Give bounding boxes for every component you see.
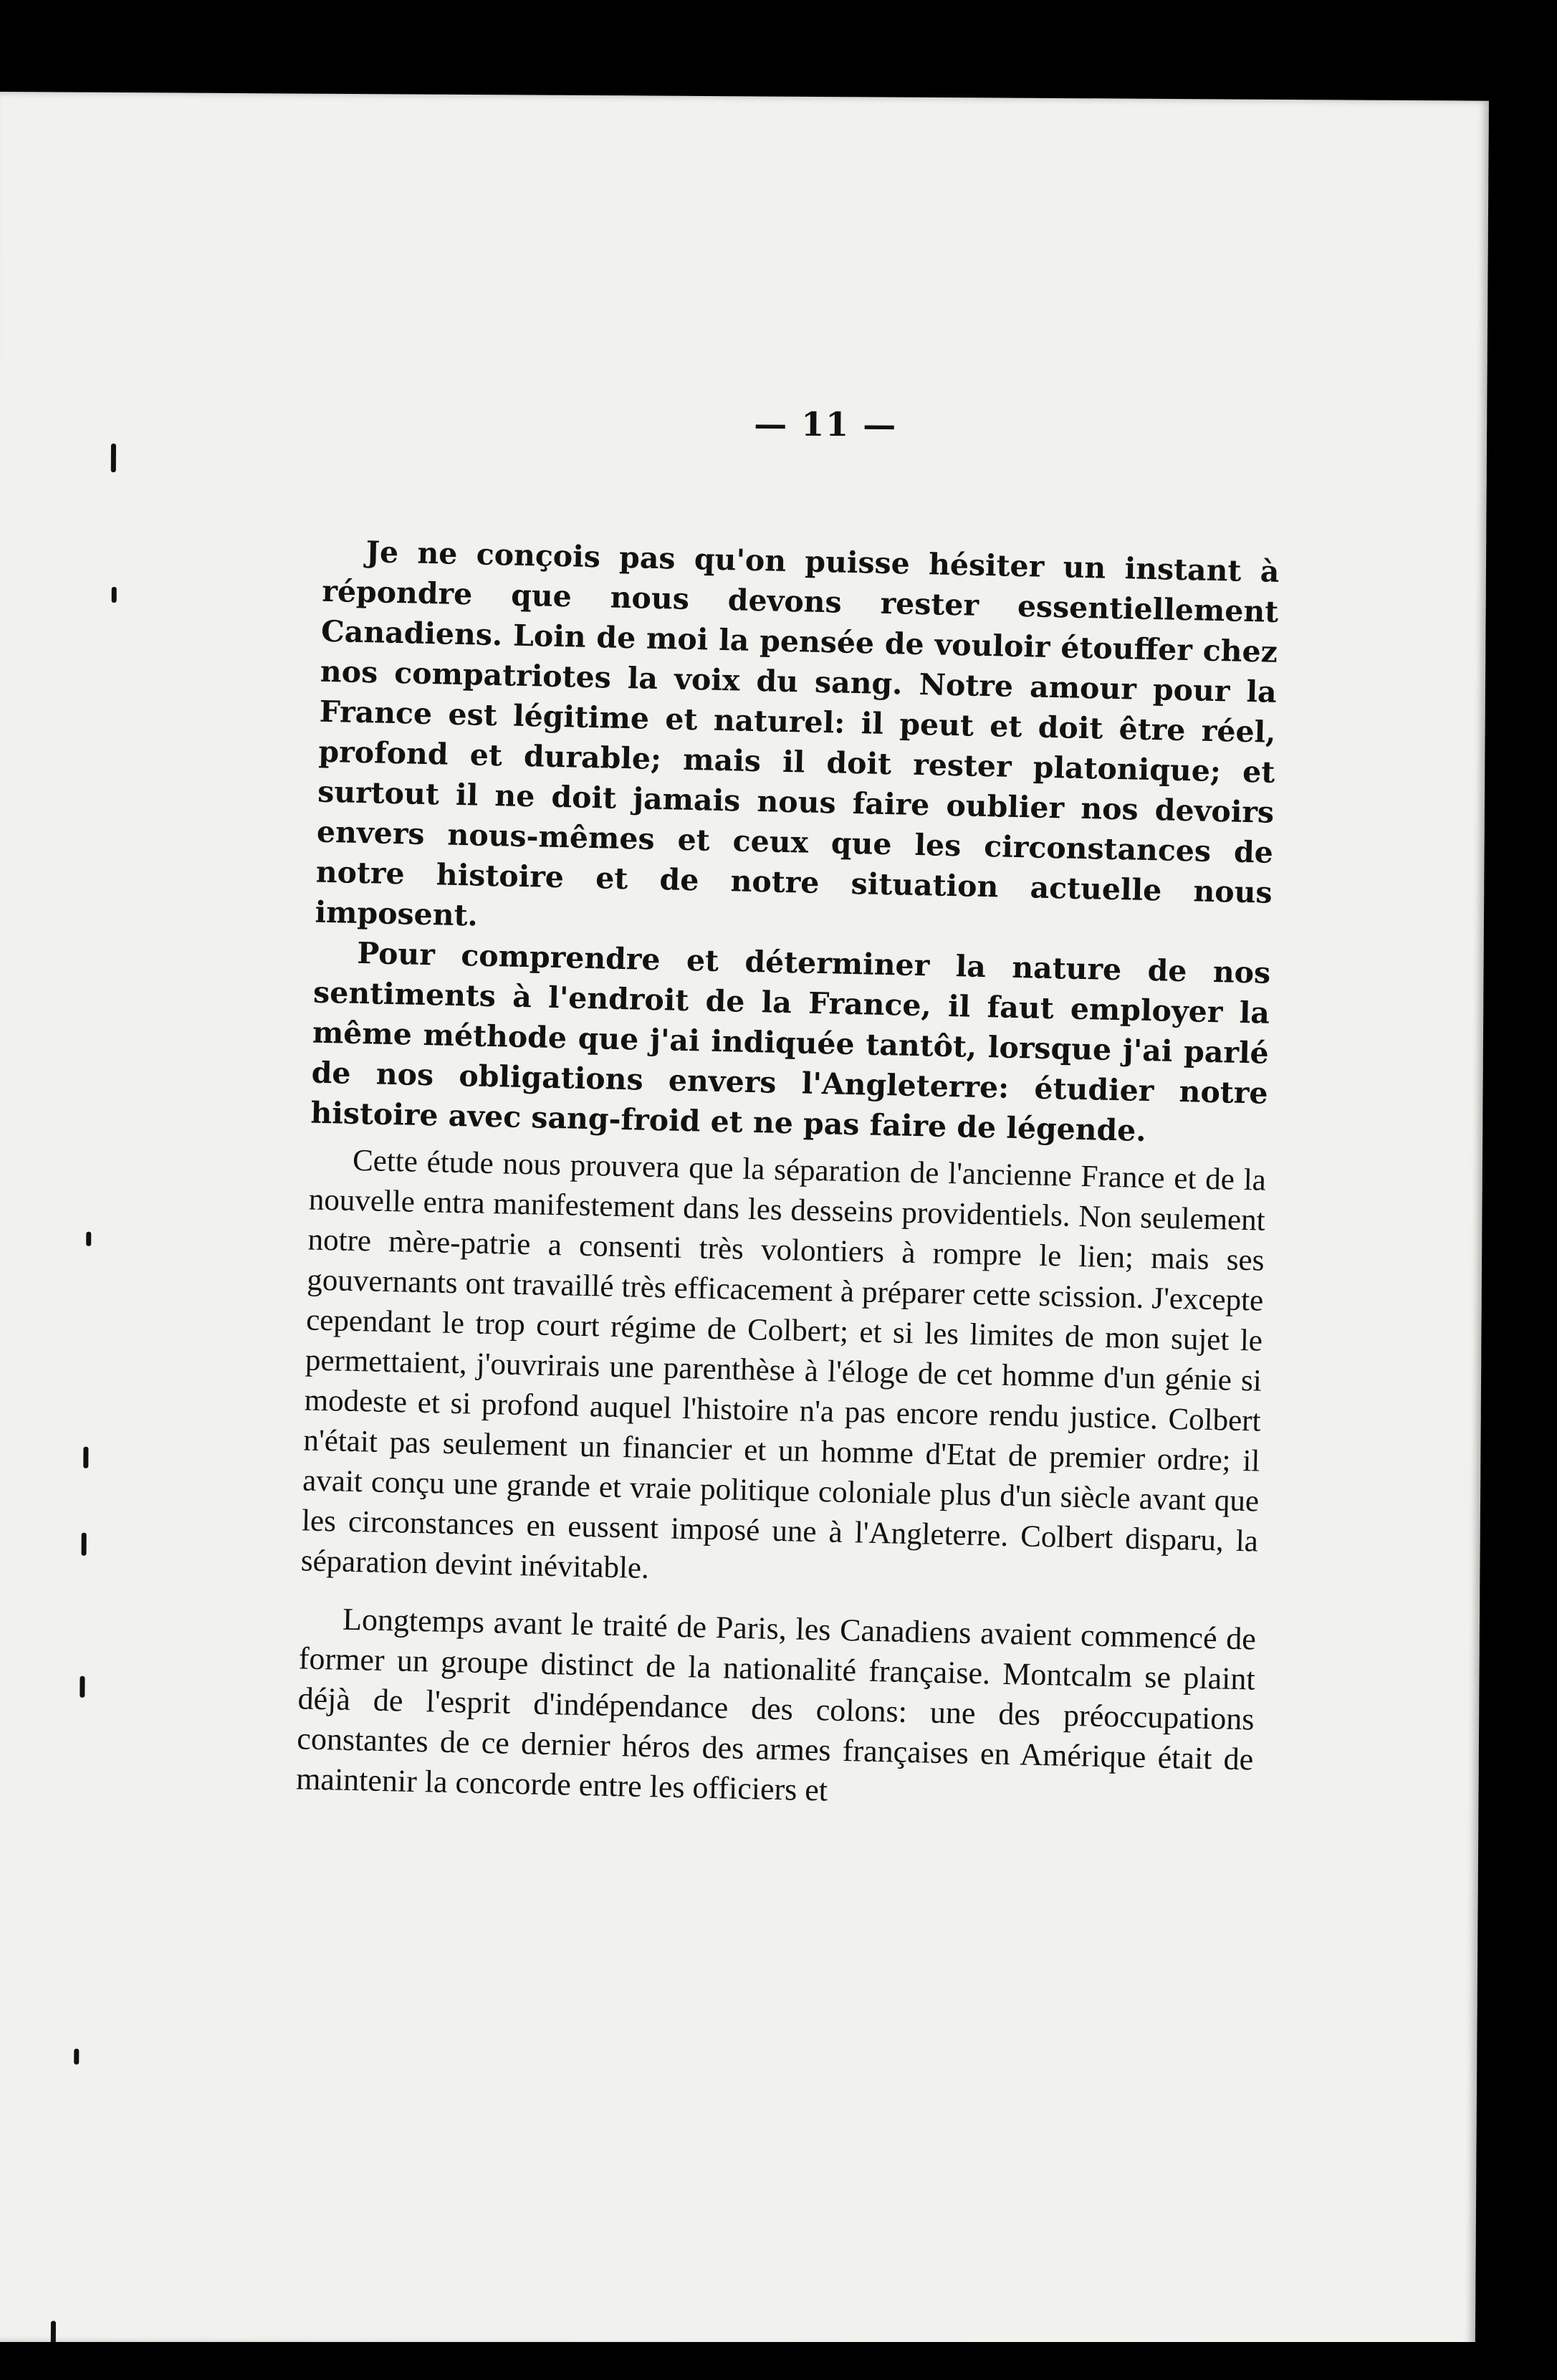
paragraph-1: Je ne conçois pas qu'on puisse hésiter un instant à répondre que nous devons rester essentiellement Canadiens. Loin de moi la pensée de vouloir étouffer chez nos compatriotes la voix du sang. Notre amour pour la France est légitime et naturel: il peut et doit être réel, profond et durable; mais il doit rester platonique; et surtout il ne doit jamais nous faire oublier nos devoirs envers nous-mêmes et ceux que les circonstances de notre histoire et de notre situation actuelle nous imposent. [315, 535, 1280, 933]
scan-border-bottom [0, 2342, 1557, 2380]
paragraph-3: Cette étude nous prouvera que la séparation de l'ancienne France et de la nouvelle entra manifestement dans les desseins providentiels. Non seulement notre mère-patrie a consenti très volontiers à rompre le lien; mais ses gouvernants ont travaillé très efficacement à préparer cette scission. J'excepte cependant le trop court régime de Colbert; et si les limites de mon sujet le permettaient, j'ouvrirais une parenthèse à l'éloge de cet homme d'un génie si modeste et si profond auquel l'histoire n'a pas encore rendu justice. Colbert n'était pas seulement un financier et un homme d'Etat de premier ordre; il avait conçu une grande et vraie politique coloniale plus d'un siècle avant que les circonstances en eussent imposé une à l'Angleterre. Colbert disparu, la séparation devint inévitable. [300, 1143, 1267, 1586]
margin-mark [112, 587, 117, 603]
paragraph-2: Pour comprendre et déterminer la nature de nos sentiments à l'endroit de la France, il faut employer la même méthode que j'ai indiquée tantôt, lorsque j'ai parlé de nos obligations envers l'Angleterre: étudier notre histoire avec sang-froid et ne pas faire de légende. [310, 935, 1271, 1149]
margin-mark [111, 444, 116, 472]
margin-mark [83, 1447, 88, 1468]
page-number: — 11 — [754, 404, 898, 444]
paragraph-4: Longtemps avant le traité de Paris, les Canadiens avaient commencé de former un groupe distinct de la nationalité française. Montcalm se plaint déjà de l'esprit d'indépendance des colons: une des préoccupations constantes de ce dernier héros des armes françaises en Amérique était de maintenir la concorde entre les officiers et [295, 1601, 1257, 1808]
body-text [296, 531, 1280, 1820]
margin-mark [74, 2049, 79, 2065]
scanned-page [0, 92, 1489, 2351]
margin-mark [82, 1533, 87, 1556]
margin-mark [86, 1232, 91, 1246]
margin-mark [80, 1676, 85, 1698]
